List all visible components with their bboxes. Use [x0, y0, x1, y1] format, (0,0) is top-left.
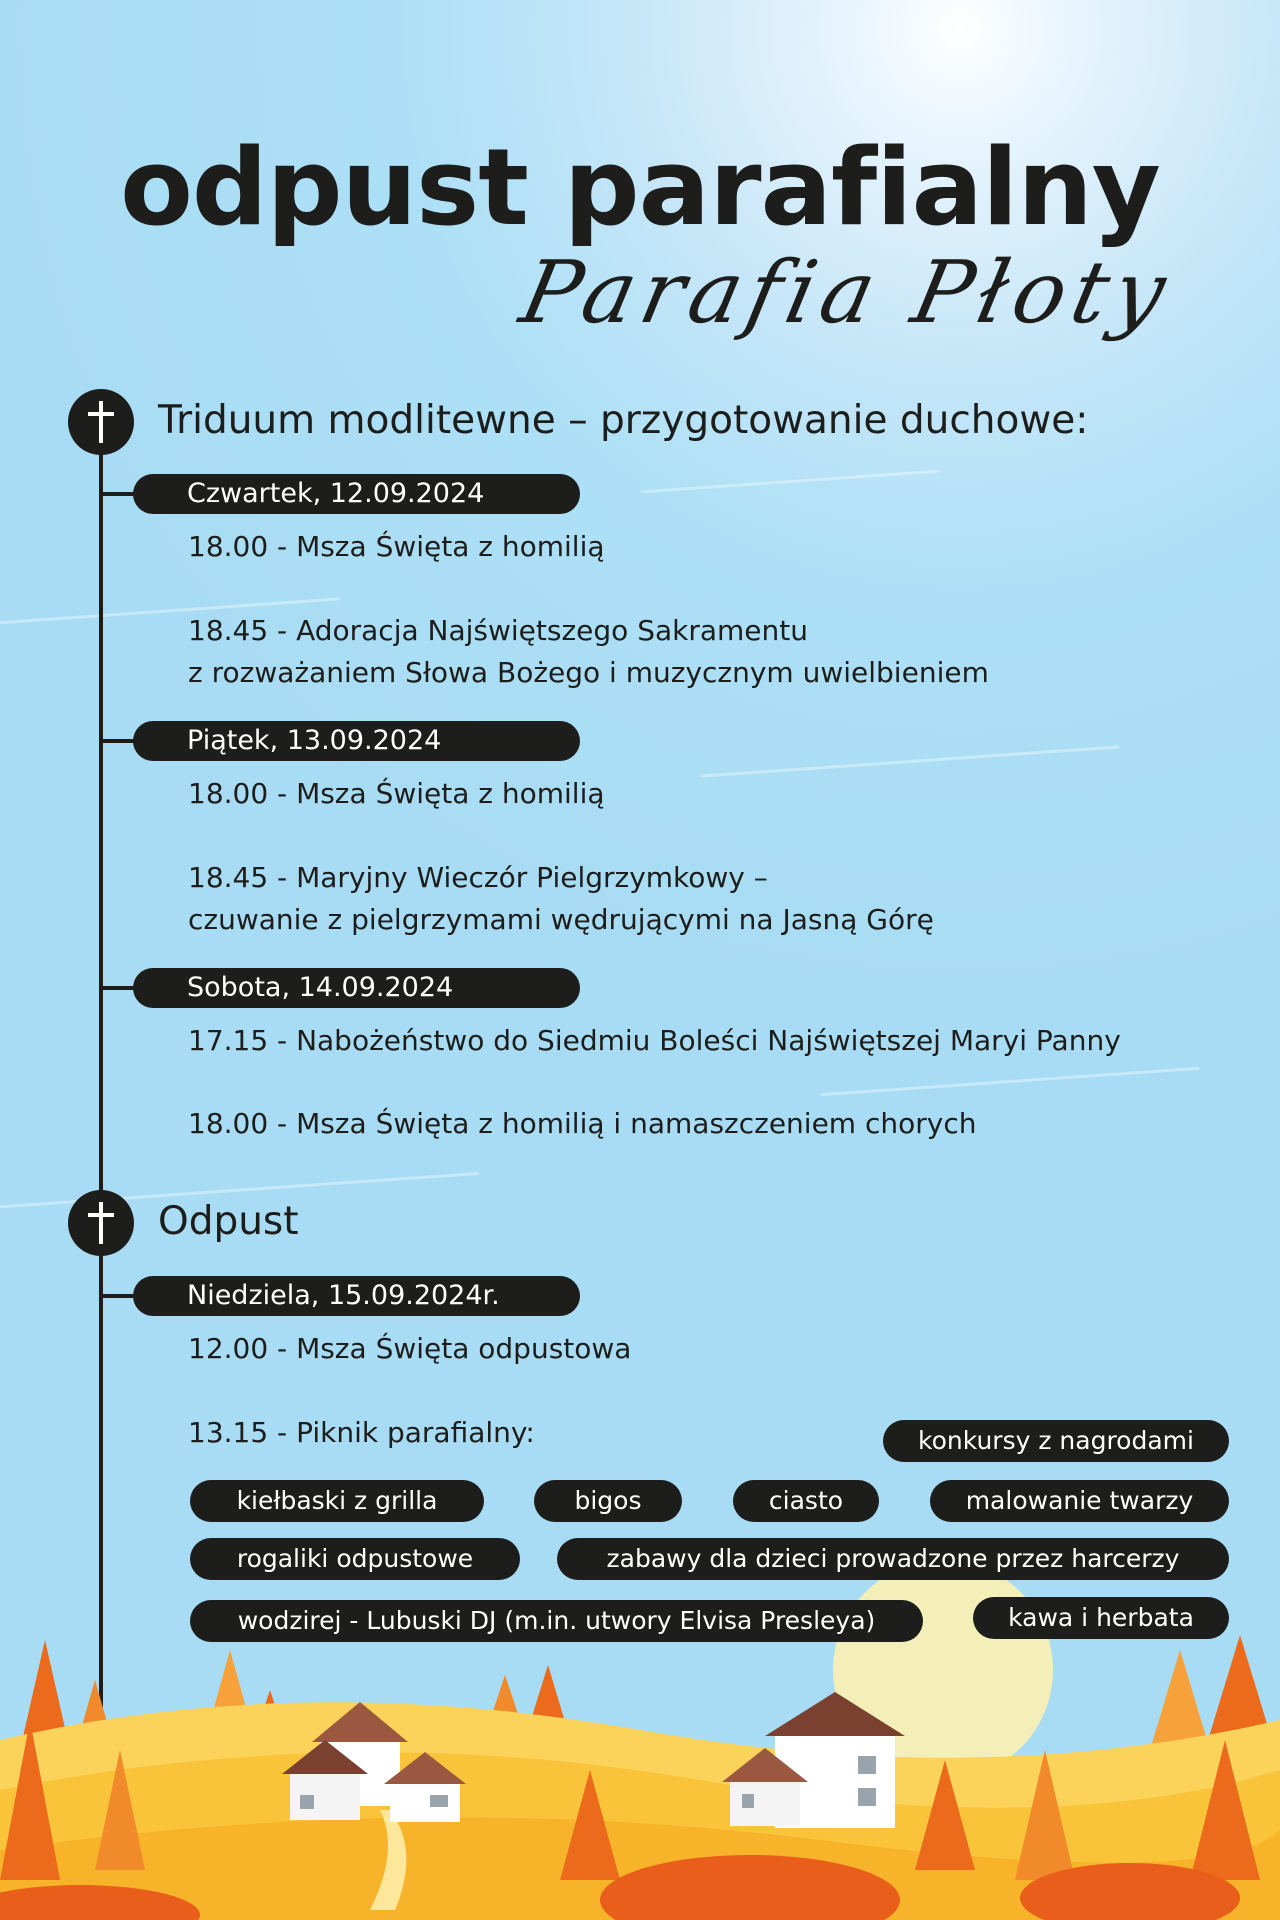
parish-subtitle: Parafia Płoty	[512, 243, 1181, 343]
event-item: 18.00 - Msza Święta z homilią	[188, 777, 605, 810]
attraction-tag: konkursy z nagrodami	[883, 1420, 1229, 1462]
triduum-heading: Triduum modlitewne – przygotowanie duchowe:	[158, 398, 1089, 443]
day-date-badge: Piątek, 13.09.2024	[133, 721, 580, 761]
sky-streak	[700, 745, 1119, 777]
event-item: 13.15 - Piknik parafialny:	[188, 1416, 535, 1449]
event-item: 18.45 - Maryjny Wieczór Pielgrzymkowy –	[188, 861, 768, 894]
day-date-badge: Sobota, 14.09.2024	[133, 968, 580, 1008]
sky-streak	[820, 1067, 1199, 1097]
cross-icon	[68, 389, 134, 455]
attraction-tag: malowanie twarzy	[930, 1480, 1229, 1522]
attraction-tag: kawa i herbata	[973, 1597, 1229, 1639]
event-item: 18.00 - Msza Święta z homilią	[188, 530, 605, 563]
day-date-badge: Niedziela, 15.09.2024r.	[133, 1276, 580, 1316]
poster-title: odpust parafialny	[120, 126, 1160, 249]
attraction-tag: kiełbaski z grilla	[190, 1480, 484, 1522]
event-item-continuation: z rozważaniem Słowa Bożego i muzycznym uwielbieniem	[188, 656, 989, 689]
attraction-tag: rogaliki odpustowe	[190, 1538, 520, 1580]
attraction-tag: zabawy dla dzieci prowadzone przez harcerzy	[557, 1538, 1229, 1580]
event-item-continuation: czuwanie z pielgrzymami wędrującymi na Jasną Górę	[188, 903, 934, 936]
event-item: 12.00 - Msza Święta odpustowa	[188, 1332, 632, 1365]
event-item: 17.15 - Nabożeństwo do Siedmiu Boleści Najświętszej Maryi Panny	[188, 1024, 1121, 1057]
odpust-heading: Odpust	[158, 1199, 299, 1244]
attraction-tag: wodzirej - Lubuski DJ (m.in. utwory Elvisa Presleya)	[190, 1600, 923, 1642]
day-date-badge: Czwartek, 12.09.2024	[133, 474, 580, 514]
attraction-tag: ciasto	[733, 1480, 879, 1522]
attraction-tag: bigos	[534, 1480, 682, 1522]
event-item: 18.45 - Adoracja Najświętszego Sakramentu	[188, 614, 808, 647]
event-item: 18.00 - Msza Święta z homilią i namaszczeniem chorych	[188, 1107, 977, 1140]
cross-icon	[68, 1190, 134, 1256]
sky-streak	[640, 470, 939, 494]
